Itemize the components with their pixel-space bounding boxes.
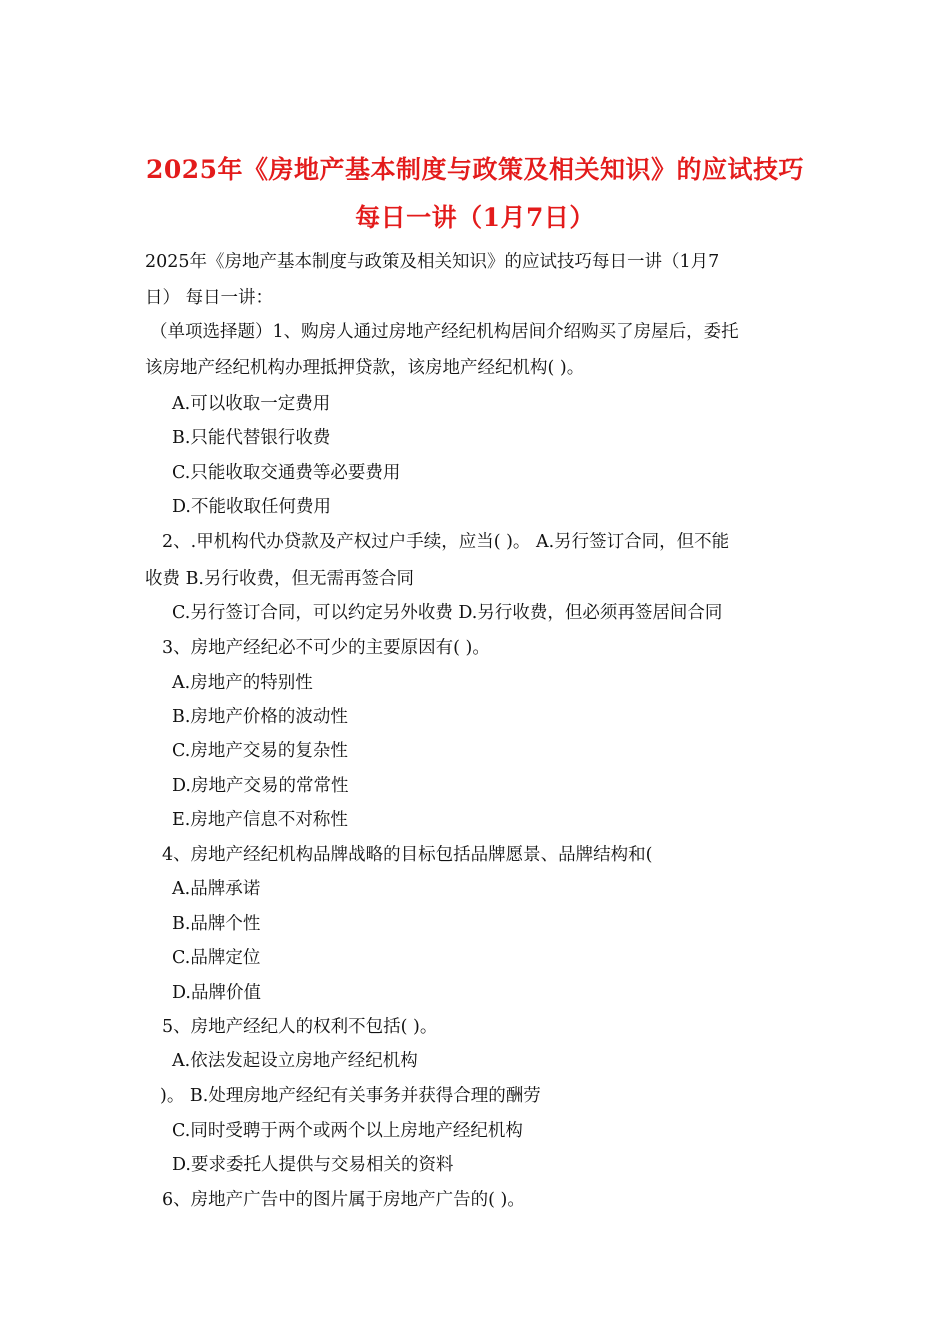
question-4-option-d: D.品牌价值 [172,983,261,1003]
question-6-line-1: 6、房地产广告中的图片属于房地产广告的( )。 [162,1190,525,1210]
question-2-line-3: C.另行签订合同，可以约定另外收费 D.另行收费，但必须再签居间合同 [172,603,723,623]
question-3-option-c: C.房地产交易的复杂性 [172,741,348,761]
question-2-line-2: 收费 B.另行收费，但无需再签合同 [145,569,414,589]
question-4-option-c: C.品牌定位 [172,948,261,968]
question-4-line-1: 4、房地产经纪机构品牌战略的目标包括品牌愿景、品牌结构和( [162,845,653,865]
question-1-option-d: D.不能收取任何费用 [172,497,331,517]
question-3-option-b: B.房地产价格的波动性 [172,707,348,727]
question-1-line-2: 该房地产经纪机构办理抵押贷款，该房地产经纪机构( )。 [145,358,585,378]
question-3-option-a: A.房地产的特别性 [172,673,313,693]
question-1-option-b: B.只能代替银行收费 [172,428,331,448]
question-3-option-d: D.房地产交易的常常性 [172,776,349,796]
intro-line-1: 2025年《房地产基本制度与政策及相关知识》的应试技巧每日一讲（1月7 [145,252,720,272]
question-4-option-b: B.品牌个性 [172,914,261,934]
question-3-option-e: E.房地产信息不对称性 [172,810,348,830]
question-5-line-1: 5、房地产经纪人的权利不包括( )。 [162,1017,438,1037]
question-5-option-b: )。 B.处理房地产经纪有关事务并获得合理的酬劳 [160,1086,541,1106]
document-title-line-2: 每日一讲（1月7日） [355,203,595,232]
question-5-option-c: C.同时受聘于两个或两个以上房地产经纪机构 [172,1121,523,1141]
document-title-line-1: 2025年《房地产基本制度与政策及相关知识》的应试技巧 [145,155,805,184]
question-1-option-c: C.只能收取交通费等必要费用 [172,463,401,483]
question-1-option-a: A.可以收取一定费用 [172,394,331,414]
question-5-option-a: A.依法发起设立房地产经纪机构 [172,1051,418,1071]
question-1-line-1: （单项选择题）1、购房人通过房地产经纪机构居间介绍购买了房屋后，委托 [150,322,739,342]
question-2-line-1: 2、.甲机构代办贷款及产权过户手续，应当( )。 A.另行签订合同，但不能 [162,532,730,552]
intro-line-2: 日） 每日一讲： [145,288,274,308]
question-4-option-a: A.品牌承诺 [172,879,261,899]
question-5-option-d: D.要求委托人提供与交易相关的资料 [172,1155,454,1175]
question-3-line-1: 3、房地产经纪必不可少的主要原因有( )。 [162,638,490,658]
